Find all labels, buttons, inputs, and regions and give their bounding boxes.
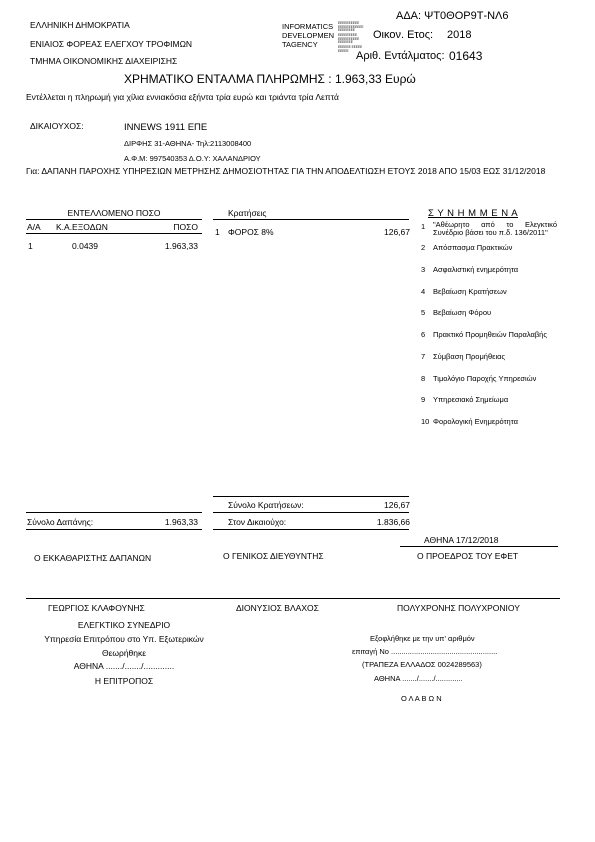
list-item: Ασφαλιστική ενημερότητα	[433, 265, 519, 274]
to-beneficiary-label: Στον Δικαιούχο:	[228, 517, 287, 527]
payment-cheque: επιταγή Νο ...................................................	[352, 647, 498, 656]
list-item: Πρακτικό Προμηθειών Παραλαβής	[433, 330, 547, 339]
logo-line-3: TAGENCY	[282, 40, 318, 49]
expense-total-rule-bottom	[26, 529, 202, 530]
to-beneficiary-value: 1.836,66	[376, 517, 410, 527]
warrant-number-value: 01643	[449, 49, 483, 63]
deduction-name: ΦΟΡΟΣ 8%	[228, 227, 274, 237]
deductions-rule	[213, 219, 409, 220]
ordered-amount-rule-bottom	[26, 233, 202, 234]
fiscal-year-label: Οικον. Ετος:	[373, 29, 434, 41]
list-item: Υπηρεσιακό Σημείωμα	[433, 395, 509, 404]
list-item: Τιμολόγιο Παροχής Υπηρεσιών	[433, 374, 537, 383]
deductions-heading: Κρατήσεις	[228, 208, 267, 218]
audit-date-line: ΑΘΗΝΑ ......./......./.............	[73, 661, 175, 671]
logo-text	[282, 22, 334, 49]
list-item: "Αθέωρητο από το Ελεγκτικό Συνέδριο βάσει του π.δ. 136/2011"	[433, 220, 557, 237]
audit-endorsed: Θεωρήθηκε	[101, 648, 147, 658]
signature-rule	[26, 598, 560, 599]
payment-description: Για: ΔΑΠΑΝΗ ΠΑΡΟΧΗΣ ΥΠΗΡΕΣΙΩΝ ΜΕΤΡΗΣΗΣ ΔΗΜΟΣΙΟΤΗΤΑΣ ΓΙΑ ΤΗΝ ΑΠΟΔΕΛΤΙΩΣΗ ΕΤΟΥΣ 2018 ΑΠΟ 15/03 ΕΩΣ 31/12/2018	[26, 166, 546, 176]
expense-total-rule-top	[26, 512, 202, 513]
agency-name: ΕΝΙΑΙΟΣ ΦΟΡΕΑΣ ΕΛΕΓΧΟΥ ΤΡΟΦΙΜΩΝ	[30, 39, 193, 49]
list-item: Σύμβαση Προμήθειας	[433, 352, 506, 361]
page-title: ΧΡΗΜΑΤΙΚΟ ΕΝΤΑΛΜΑ ΠΛΗΡΩΜΗΣ : 1.963,33 Ευρώ	[124, 72, 416, 86]
column-header-amount: ΠΟΣΟ	[173, 222, 198, 232]
list-item: Βεβαίωση Κρατήσεων	[433, 287, 507, 296]
list-item-number: 10	[421, 417, 430, 426]
signatory-name-director: ΔΙΟΝΥΣΙΟΣ ΒΛΑΧΟΣ	[236, 603, 319, 613]
logo-line-2: DEVELOPMEN	[282, 31, 335, 40]
beneficiary-address: ΔΙΡΦΗΣ 31-ΑΘΗΝΑ- Τηλ:2113008400	[124, 139, 252, 148]
department-name: ΤΜΗΜΑ ΟΙΚΟΝΟΜΙΚΗΣ ΔΙΑΧΕΙΡΙΣΗΣ	[30, 56, 178, 66]
total-deductions-value: 126,67	[384, 500, 410, 510]
total-expense-value: 1.963,33	[164, 517, 198, 527]
audit-commissioner: Η ΕΠΙΤΡΟΠΟΣ	[94, 676, 154, 686]
signatory-role-director: Ο ΓΕΝΙΚΟΣ ΔΙΕΥΘΥΝΤΗΣ	[223, 551, 324, 561]
deduction-amount: 126,67	[384, 227, 410, 237]
beneficiary-name: INNEWS 1911 ΕΠΕ	[124, 122, 208, 133]
list-item-number: 3	[421, 265, 426, 274]
row-index: 1	[28, 241, 33, 251]
totals-rule-bottom	[213, 529, 409, 530]
ada-code: ΑΔΑ: ΨΤ0ΘΟΡ9Τ-ΝΛ6	[396, 10, 509, 22]
list-item: Βεβαίωση Φόρου	[433, 308, 492, 317]
beneficiary-tax-id: Α.Φ.Μ: 997540353 Δ.Ο.Υ: ΧΑΛΑΝΔΡΙΟΥ	[124, 154, 261, 163]
list-item-number: 1	[421, 222, 426, 231]
row-expense-code: 0.0439	[72, 241, 98, 251]
audit-service: Υπηρεσία Επιτρόπου στο Υπ. Εξωτερικών	[44, 634, 204, 644]
payment-date-line: ΑΘΗΝΑ ......./......./.............	[374, 674, 463, 683]
total-deductions-label: Σύνολο Κρατήσεων:	[228, 500, 304, 510]
column-header-aa: Α/Α	[27, 222, 41, 232]
payment-bank: (ΤΡΑΠΕΖΑ ΕΛΛΑΔΟΣ 0024289563)	[362, 660, 482, 669]
signatory-name-clearing: ΓΕΩΡΓΙΟΣ ΚΛΑΦΟΥΝΗΣ	[48, 603, 145, 613]
signatory-name-president: ΠΟΛΥΧΡΟΝΗΣ ΠΟΛΥΧΡΟΝΙΟΥ	[397, 603, 520, 613]
beneficiary-label: ΔΙΚΑΙΟΥΧΟΣ:	[30, 121, 84, 131]
place-date-rule	[400, 546, 558, 547]
payment-recipient: Ο Λ Α Β Ω Ν	[401, 694, 442, 703]
audit-court: ΕΛΕΓΚΤΙΚΟ ΣΥΝΕΔΡΙΟ	[77, 620, 171, 630]
list-item-number: 6	[421, 330, 426, 339]
attachments-heading: Σ Υ Ν Η Μ Μ Ε Ν Α	[428, 208, 519, 219]
republic-heading: ΕΛΛΗΝΙΚΗ ΔΗΜΟΚΡΑΤΙΑ	[30, 20, 130, 30]
list-item-number: 7	[421, 352, 426, 361]
totals-rule-middle	[213, 512, 409, 513]
deduction-index: 1	[215, 227, 220, 237]
list-item-number: 2	[421, 243, 426, 252]
list-item-number: 5	[421, 308, 426, 317]
list-item-number: 8	[421, 374, 426, 383]
totals-rule-top	[213, 496, 409, 497]
list-item: Απόσπασμα Πρακτικών	[433, 243, 513, 252]
payment-settled: Εξοφλήθηκε με την υπ' αριθμόν	[370, 634, 475, 643]
ordered-amount-rule-top	[26, 219, 202, 220]
signatory-role-president: Ο ΠΡΟΕΔΡΟΣ ΤΟΥ ΕΦΕΤ	[417, 551, 519, 561]
fiscal-year-value: 2018	[447, 29, 472, 41]
total-expense-label: Σύνολο Δαπάνης:	[27, 517, 94, 527]
warrant-number-label: Αριθ. Εντάλματος:	[356, 50, 445, 62]
list-item-number: 4	[421, 287, 426, 296]
amount-in-words: Εντέλλεται η πληρωμή για χίλια εννιακόσια εξήντα τρία ευρώ και τριάντα τρία Λεπτά	[26, 92, 339, 102]
logo-line-1: INFORMATICS	[282, 22, 334, 31]
ordered-amount-heading: ΕΝΤΕΛΛΟΜΕΝΟ ΠΟΣΟ	[67, 208, 161, 218]
list-item: Φορολογική Ενημερότητα	[433, 417, 518, 426]
place-date: ΑΘΗΝΑ 17/12/2018	[424, 535, 499, 545]
row-amount: 1.963,33	[164, 241, 198, 251]
column-header-ka: Κ.Α.ΕΞΟΔΩΝ	[56, 222, 108, 232]
list-item-number: 9	[421, 395, 426, 404]
signatory-role-clearing: Ο ΕΚΚΑΘΑΡΙΣΤΗΣ ΔΑΠΑΝΩΝ	[34, 553, 152, 563]
